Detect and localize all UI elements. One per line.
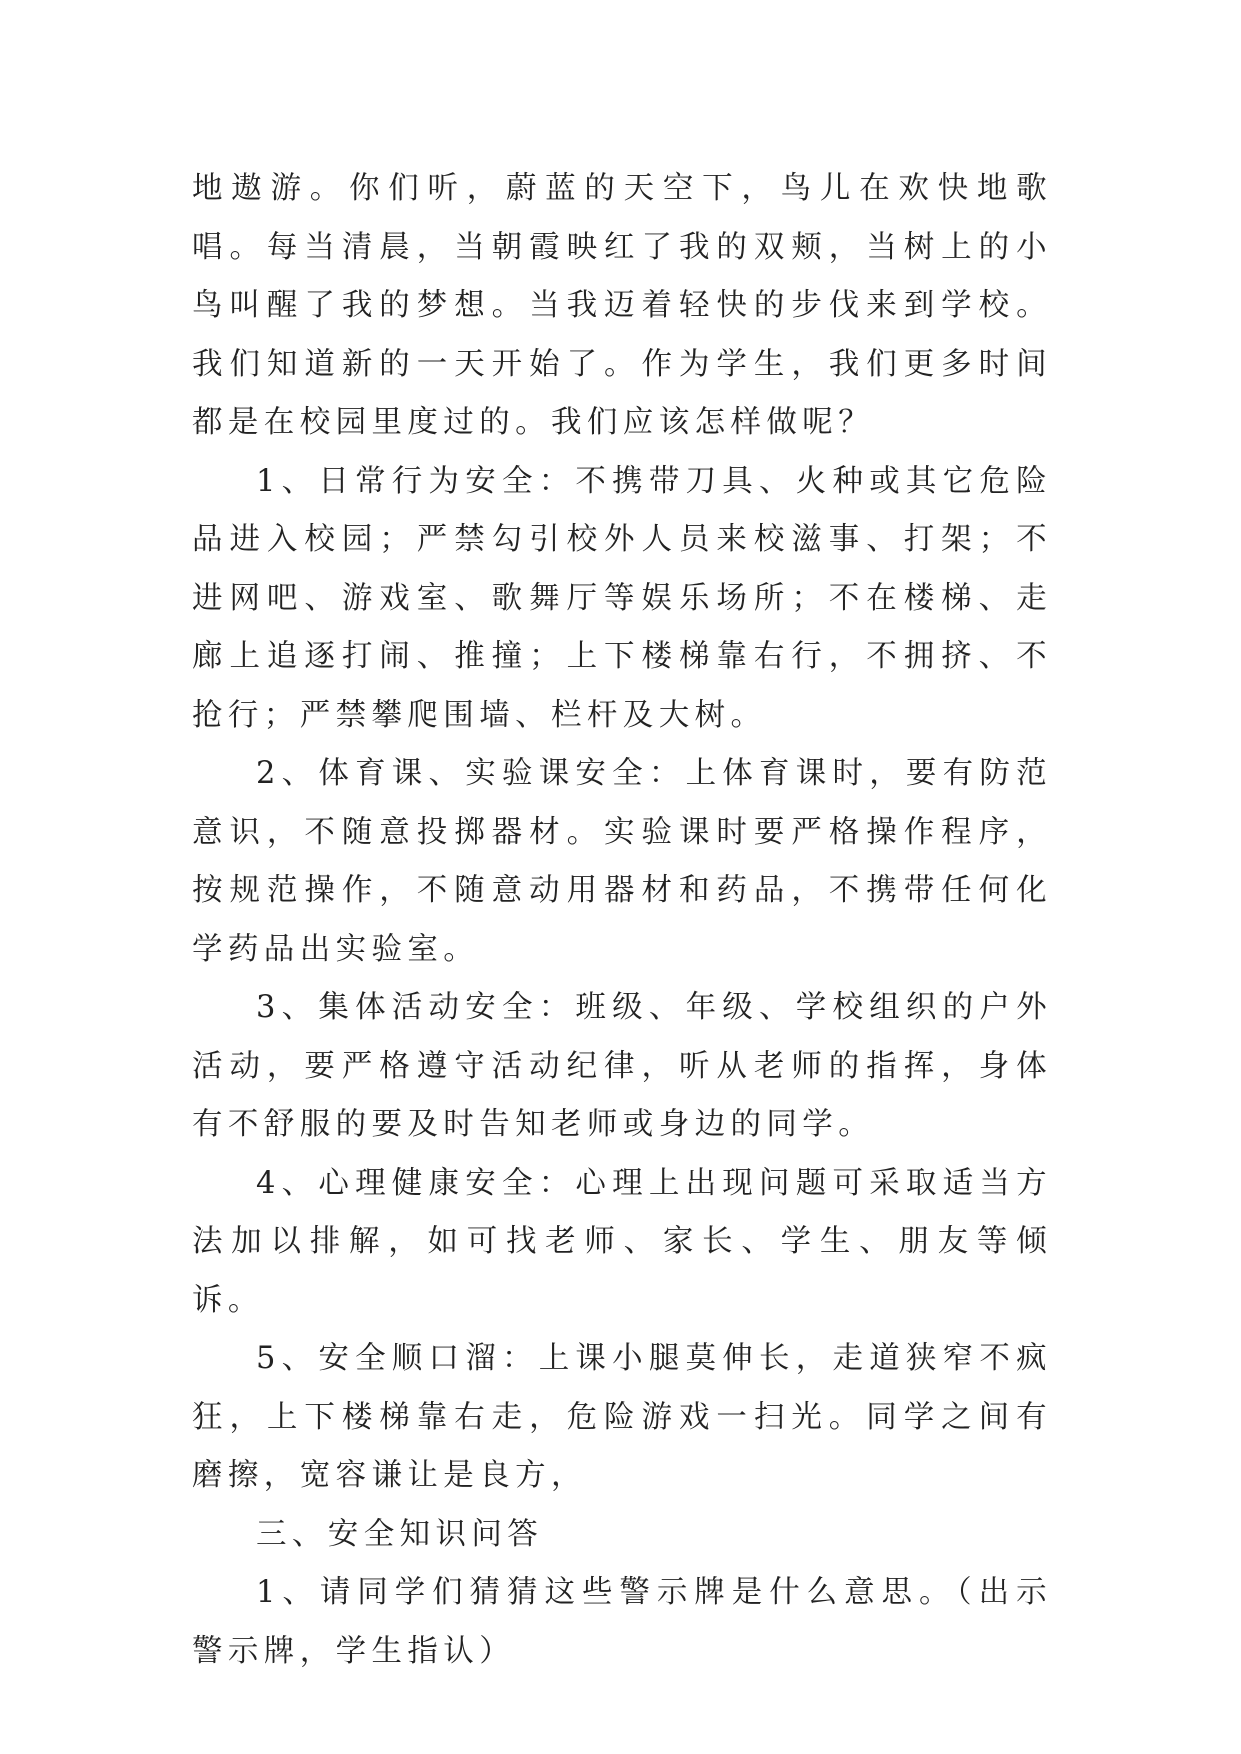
- intro-paragraph: 地遨游。你们听，蔚蓝的天空下，鸟儿在欢快地歌唱。每当清晨，当朝霞映红了我的双颊，当树上的小鸟叫醒了我的梦想。当我迈着轻快的步伐来到学校。我们知道新的一天开始了。作为学生，我们更多时间都是在校园里度过的。我们应该怎样做呢？: [192, 171, 1052, 440]
- daily-behavior-safety-paragraph: 1、日常行为安全：不携带刀具、火种或其它危险品进入校园；严禁勾引校外人员来校滋事、打架；不进网吧、游戏室、歌舞厅等娱乐场所；不在楼梯、走廊上追逐打闹、推撞；上下楼梯靠右行，不拥挤、不抢行；严禁攀爬围墙、栏杆及大树。: [192, 463, 1052, 733]
- safety-rhyme-paragraph: 5、安全顺口溜：上课小腿莫伸长，走道狭窄不疯狂，上下楼梯靠右走，危险游戏一扫光。同学之间有磨擦，宽容谦让是良方，: [192, 1341, 1052, 1493]
- question-1-paragraph: 1、请同学们猜猜这些警示牌是什么意思。（出示警示牌，学生指认）: [192, 1575, 1052, 1669]
- mental-health-safety-paragraph: 4、心理健康安全：心理上出现问题可采取适当方法加以排解，如可找老师、家长、学生、朋友等倾诉。: [192, 1165, 1052, 1318]
- group-activity-safety-paragraph: 3、集体活动安全：班级、年级、学校组织的户外活动，要严格遵守活动纪律，听从老师的指挥，身体有不舒服的要及时告知老师或身边的同学。: [192, 990, 1052, 1142]
- document-body: [192, 160, 1052, 1681]
- section-heading-safety-qa: 三、安全知识问答: [256, 1516, 544, 1552]
- pe-lab-safety-paragraph: 2、体育课、实验课安全：上体育课时，要有防范意识，不随意投掷器材。实验课时要严格操作程序，按规范操作，不随意动用器材和药品，不携带任何化学药品出实验室。: [192, 756, 1052, 967]
